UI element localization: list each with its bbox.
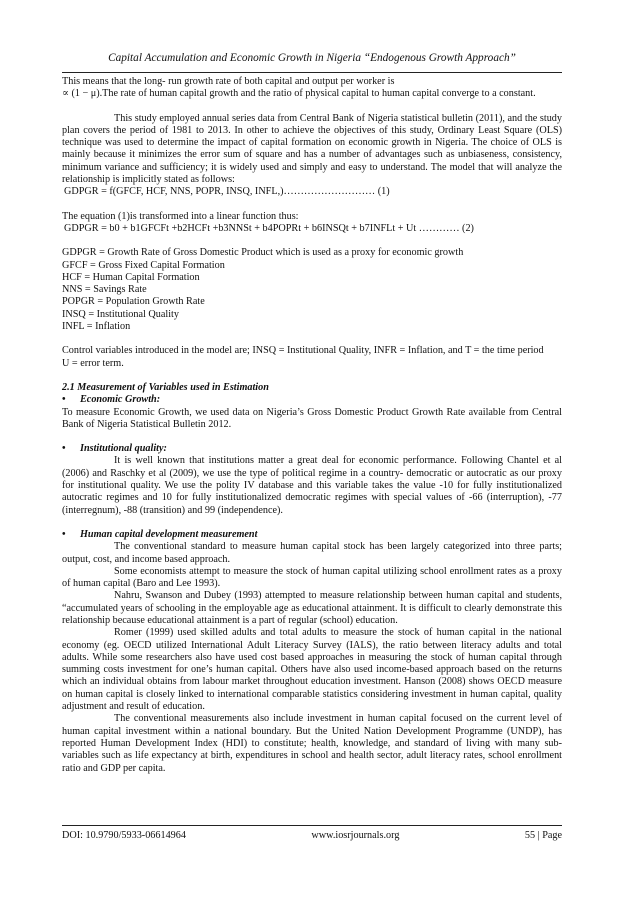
paragraph: The conventional standard to measure human capital stock has been largely categorized into three parts; output, cost, and income based approach. [62,541,562,565]
bullet-heading [62,443,562,455]
equation-2: GDPGR = b0 + b1GFCFt +b2HCFt +b3NNSt + b4POPRt + b6INSQt + b7INFLt + Ut ………… (2) [64,222,474,234]
paragraph: This study employed annual series data from Central Bank of Nigeria statistical bulletin (2011), and the study plan covers the period of 1981 to 2013. In other to achieve the objectives of this study, Ordinary Least Square (OLS) technique was used to determine the impact of capital formation on economic growth in Nigeria. The choice of OLS is mainly because it minimizes the error sum of square and has a number of advantages such as unbiaseness, consistency, minimum variance and sufficiency; it is widely used and simply and easy to understand. The model that will analyze the relationship is implicitly stated as follows: [62,112,562,186]
equation-1: GDPGR = f(GFCF, HCF, NNS, POPR, INSQ, INFL,)……………………… (1) [64,186,390,198]
paragraph: This means that the long- run growth rate of both capital and output per worker is [62,76,395,87]
bullet-icon: • [62,443,66,455]
bullet-label: Human capital development measurement [80,528,258,540]
section-heading: 2.1 Measurement of Variables used in Estimation [62,381,269,393]
running-header: Capital Accumulation and Economic Growth in Nigeria “Endogenous Growth Approach” [62,52,562,73]
definition: INFL = Inflation [62,321,131,333]
paragraph: Nahru, Swanson and Dubey (1993) attempted to measure relationship between human capital and students, “accumulated years of schooling in the employable age as educational attainment. It is difficult to clearly demonstrate this relationship because educational attainment is a part of regular (school) education. [62,590,562,626]
definition: NNS = Savings Rate [62,284,147,296]
journal-url[interactable]: www.iosrjournals.org [311,830,400,841]
bullet-heading [62,529,562,541]
bullet-heading [62,394,562,406]
page-number: 55 | Page [524,830,562,841]
paragraph: U = error term. [62,357,124,369]
bullet-icon: • [62,394,66,406]
paragraph: Romer (1999) used skilled adults and total adults to measure the stock of human capital in the national economy (eg. OECD utilized International Adult Literacy Survey (IALS), the ratio between literacy adults and total adults. While some researchers also have used cost based approaches in measuring the stock of human capital through summing costs investment for one’s human capital. Others have also used income-based approach based on the returns which an individual obtains from labour market throughout education investment. Hanson (2008) shows OECD measure on human capital is closely linked to international comparable statistics considering investment in human capital, quality adjustment and result of education. [62,627,562,713]
page-body [62,52,562,775]
bullet-label: Institutional quality: [80,443,167,455]
paragraph: The conventional measurements also include investment in human capital focused on the current level of human capital investment within a national boundary. But the United Nation Development Programme (UNDP), has reported Human Development Index (HDI) to constitute; health, knowledge, and standard of living with many sub- variables such as life expectancy at birth, expenditures in school and health sector, adult literacy rates, school enrollment ratio and GDP per capita. [62,713,562,774]
paragraph: ∝ (1 − μ).The rate of human capital growth and the ratio of physical capital to human capital converge to a constant. [62,88,536,100]
definition: GDPGR = Growth Rate of Gross Domestic Product which is used as a proxy for economic growth [62,247,464,259]
definition: GFCF = Gross Fixed Capital Formation [62,259,225,271]
bullet-icon: • [62,528,66,540]
paragraph: Control variables introduced in the model are; INSQ = Institutional Quality, INFR = Inflation, and T = the time period [62,345,544,357]
paragraph: It is well known that institutions matter a great deal for economic performance. Following Chantel et al (2006) and Raschky et al (2009), we use the type of political regime in a country- democratic or autocratic as our proxy for institutional quality. We use the polity IV database and this variable takes the value -10 for fully institutionalized autocratic regimes and 10 for fully institutionalized democratic regimes with special values of -66 (interruption), -77 (interregnum), -88 (transition) and 99 (independence). [62,455,562,516]
page-footer [62,825,562,841]
definition: HCF = Human Capital Formation [62,271,200,283]
definition: POPGR = Population Growth Rate [62,296,205,308]
paragraph: The equation (1)is transformed into a linear function thus: [62,210,299,222]
bullet-label: Economic Growth: [80,394,161,406]
doi: DOI: 10.9790/5933-06614964 [62,830,186,841]
paragraph: Some economists attempt to measure the stock of human capital utilizing school enrollment rates as a proxy of human capital (Baro and Lee 1993). [62,565,562,590]
paragraph: To measure Economic Growth, we used data on Nigeria’s Gross Domestic Product Growth Rate available from Central Bank of Nigeria Statistical Bulletin 2012. [62,406,562,430]
definition: INSQ = Institutional Quality [62,308,179,320]
